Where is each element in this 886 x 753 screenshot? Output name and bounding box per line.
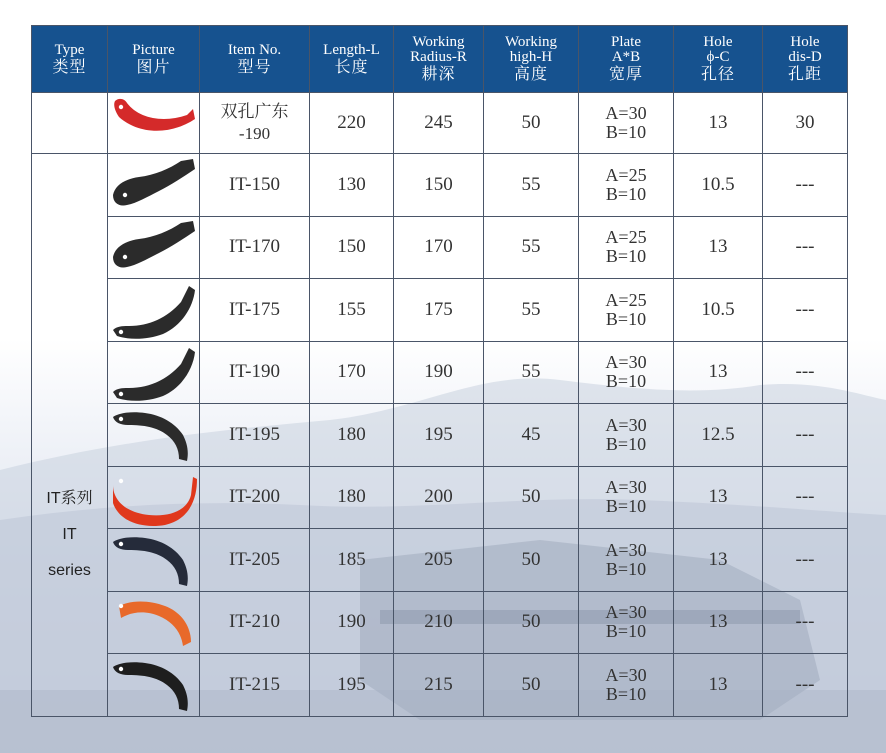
blade-hole xyxy=(118,604,122,608)
length-value: 170 xyxy=(310,341,394,404)
hole-distance-value: --- xyxy=(763,216,848,279)
working-radius-value: 150 xyxy=(394,154,484,217)
type-label-line3: series xyxy=(48,561,91,579)
blade-image xyxy=(109,342,199,402)
length-value: 130 xyxy=(310,154,394,217)
table-row xyxy=(32,93,848,154)
header-hole-distance: Hole dis-D 孔距 xyxy=(763,26,848,93)
length-value: 150 xyxy=(310,216,394,279)
plate-value xyxy=(579,591,674,654)
plate-b-text: B=10 xyxy=(605,308,647,329)
working-high-value: 55 xyxy=(484,279,579,342)
item-no xyxy=(200,341,310,404)
header-length: Length-L 长度 xyxy=(310,26,394,93)
blade-shape xyxy=(113,412,188,461)
table-row xyxy=(32,279,848,342)
blade-hole xyxy=(118,667,122,671)
hole-distance-value: --- xyxy=(763,591,848,654)
hole-diameter-value: 13 xyxy=(674,93,763,154)
length-value: 155 xyxy=(310,279,394,342)
table-row xyxy=(32,591,848,654)
hole-diameter-value: 13 xyxy=(674,466,763,529)
item-no-text: IT-150 xyxy=(228,173,281,195)
working-high-value: 50 xyxy=(484,529,579,592)
working-radius-value: 205 xyxy=(394,529,484,592)
blade-shape xyxy=(113,477,197,526)
blade-image xyxy=(109,155,199,215)
blade-shape xyxy=(119,602,191,647)
hole-distance-value: --- xyxy=(763,154,848,217)
plate-b-text: B=10 xyxy=(605,183,647,204)
plate-a-text: A=30 xyxy=(605,664,647,685)
plate-a-text: A=25 xyxy=(605,289,647,310)
blade-hole xyxy=(122,193,126,197)
hole-distance-value: --- xyxy=(763,279,848,342)
blade-image xyxy=(109,467,199,527)
hole-distance-value: --- xyxy=(763,404,848,467)
blade-shape xyxy=(113,221,195,268)
plate-a-text: A=30 xyxy=(605,352,647,373)
item-no xyxy=(200,654,310,717)
plate-value xyxy=(579,654,674,717)
plate-a-text: A=30 xyxy=(605,477,647,498)
item-no-text: IT-195 xyxy=(228,423,281,445)
item-no xyxy=(200,591,310,654)
plate-a-text: A=30 xyxy=(605,103,647,123)
blade-shape xyxy=(113,662,188,711)
hole-diameter-value: 13 xyxy=(674,529,763,592)
hole-diameter-value: 13 xyxy=(674,216,763,279)
item-no-text: IT-190 xyxy=(228,361,281,383)
table-row xyxy=(32,341,848,404)
table-row xyxy=(32,654,848,717)
table-row xyxy=(32,404,848,467)
type-label-line2: IT xyxy=(62,525,77,543)
header-working-high: Working high-H 高度 xyxy=(484,26,579,93)
blade-picture xyxy=(108,216,200,279)
plate-value xyxy=(579,279,674,342)
working-high-value: 50 xyxy=(484,654,579,717)
item-no-suffix: -190 xyxy=(238,124,271,143)
table-row xyxy=(32,466,848,529)
working-high-value: 55 xyxy=(484,154,579,217)
plate-b-text: B=10 xyxy=(605,246,647,267)
item-no xyxy=(200,279,310,342)
blade-shape xyxy=(113,537,188,586)
blade-hole xyxy=(118,330,122,334)
length-value: 180 xyxy=(310,404,394,467)
header-picture: Picture 图片 xyxy=(108,26,200,93)
blade-picture xyxy=(108,404,200,467)
header-type: Type 类型 xyxy=(32,26,108,93)
item-no-text: IT-200 xyxy=(228,486,281,508)
hole-diameter-value: 10.5 xyxy=(674,154,763,217)
plate-b-text: B=10 xyxy=(605,558,647,579)
item-no xyxy=(200,154,310,217)
plate-a-text: A=30 xyxy=(605,539,647,560)
working-high-value: 50 xyxy=(484,93,579,154)
working-radius-value: 175 xyxy=(394,279,484,342)
item-no-text: IT-215 xyxy=(228,673,281,695)
plate-a-text: A=25 xyxy=(605,227,647,248)
working-high-value: 55 xyxy=(484,341,579,404)
working-radius-value: 190 xyxy=(394,341,484,404)
blade-image xyxy=(109,530,199,590)
header-working-radius: Working Radius-R 耕深 xyxy=(394,26,484,93)
header-hole-diameter: Hole ϕ-C 孔径 xyxy=(674,26,763,93)
working-radius-value: 200 xyxy=(394,466,484,529)
working-high-value: 45 xyxy=(484,404,579,467)
blade-picture xyxy=(108,654,200,717)
working-radius-value: 210 xyxy=(394,591,484,654)
hole-diameter-value: 13 xyxy=(674,654,763,717)
item-no-text: IT-210 xyxy=(228,611,281,633)
hole-diameter-value: 13 xyxy=(674,591,763,654)
working-radius-value: 170 xyxy=(394,216,484,279)
blade-hole xyxy=(122,255,126,259)
blade-shape xyxy=(114,99,195,131)
blade-hole xyxy=(118,105,122,109)
blade-image xyxy=(109,280,199,340)
item-no-text: 双孔广东 xyxy=(220,102,289,122)
plate-b-text: B=10 xyxy=(605,621,647,642)
length-value: 180 xyxy=(310,466,394,529)
blade-image xyxy=(109,217,199,277)
blade-image xyxy=(109,655,199,715)
header-item-no: Item No. 型号 xyxy=(200,26,310,93)
header-row xyxy=(32,26,848,93)
item-no xyxy=(200,404,310,467)
plate-value xyxy=(579,341,674,404)
blade-hole xyxy=(118,392,122,396)
blade-hole xyxy=(118,542,122,546)
blade-picture xyxy=(108,466,200,529)
plate-value xyxy=(579,154,674,217)
hole-distance-value: --- xyxy=(763,341,848,404)
blade-picture xyxy=(108,93,200,154)
plate-b-text: B=10 xyxy=(605,496,647,517)
blade-image xyxy=(109,93,199,153)
working-radius-value: 245 xyxy=(394,93,484,154)
header-plate: Plate A*B 宽厚 xyxy=(579,26,674,93)
blade-picture xyxy=(108,591,200,654)
table-row xyxy=(32,154,848,217)
blade-picture xyxy=(108,279,200,342)
length-value: 185 xyxy=(310,529,394,592)
hole-diameter-value: 10.5 xyxy=(674,279,763,342)
plate-b-text: B=10 xyxy=(605,122,647,142)
blade-picture xyxy=(108,529,200,592)
working-high-value: 55 xyxy=(484,216,579,279)
plate-b-text: B=10 xyxy=(605,433,647,454)
blade-hole xyxy=(118,479,122,483)
item-no xyxy=(200,529,310,592)
plate-b-text: B=10 xyxy=(605,371,647,392)
length-value: 195 xyxy=(310,654,394,717)
blade-shape xyxy=(113,348,195,401)
hole-diameter-value: 12.5 xyxy=(674,404,763,467)
plate-value xyxy=(579,93,674,154)
hole-distance-value: --- xyxy=(763,529,848,592)
blade-shape xyxy=(113,286,195,339)
working-radius-value: 195 xyxy=(394,404,484,467)
hole-diameter-value: 13 xyxy=(674,341,763,404)
plate-a-text: A=25 xyxy=(605,164,647,185)
hole-distance-value: 30 xyxy=(763,93,848,154)
length-value: 190 xyxy=(310,591,394,654)
plate-b-text: B=10 xyxy=(605,683,647,704)
working-radius-value: 215 xyxy=(394,654,484,717)
hole-distance-value: --- xyxy=(763,654,848,717)
type-cell-empty xyxy=(32,93,108,154)
blade-spec-table xyxy=(31,25,848,717)
item-no-text: IT-170 xyxy=(228,236,281,258)
plate-a-text: A=30 xyxy=(605,414,647,435)
type-cell-it-series xyxy=(32,154,108,717)
type-label-line1: IT系列 xyxy=(46,489,93,507)
item-no-text: IT-205 xyxy=(228,548,281,570)
blade-hole xyxy=(118,417,122,421)
item-no xyxy=(200,93,310,154)
item-no xyxy=(200,216,310,279)
item-no xyxy=(200,466,310,529)
table-row xyxy=(32,216,848,279)
plate-value xyxy=(579,404,674,467)
working-high-value: 50 xyxy=(484,591,579,654)
blade-shape xyxy=(113,159,195,206)
length-value: 220 xyxy=(310,93,394,154)
plate-value xyxy=(579,466,674,529)
blade-image xyxy=(109,592,199,652)
item-no-text: IT-175 xyxy=(228,298,281,320)
working-high-value: 50 xyxy=(484,466,579,529)
plate-value xyxy=(579,529,674,592)
plate-value xyxy=(579,216,674,279)
plate-a-text: A=30 xyxy=(605,602,647,623)
blade-picture xyxy=(108,154,200,217)
hole-distance-value: --- xyxy=(763,466,848,529)
blade-image xyxy=(109,405,199,465)
table-row xyxy=(32,529,848,592)
blade-picture xyxy=(108,341,200,404)
